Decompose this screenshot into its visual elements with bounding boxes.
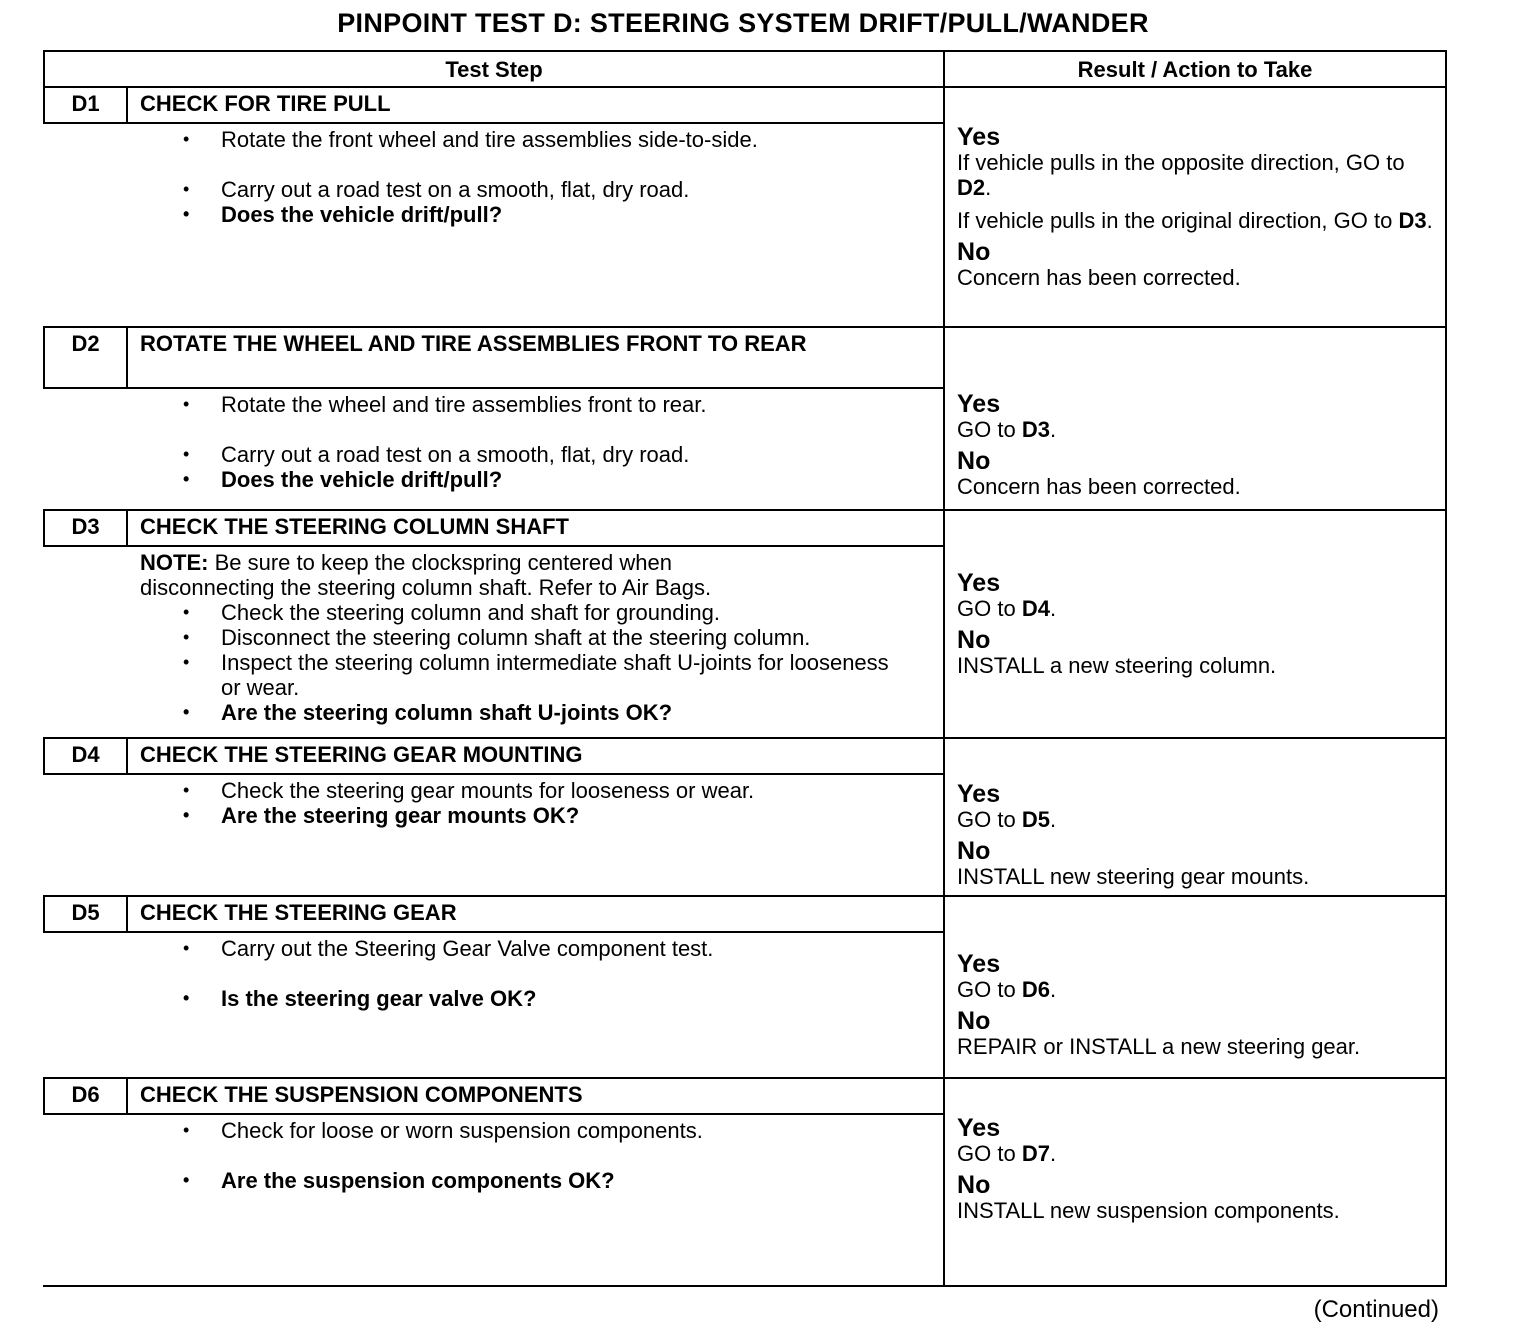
step-id: D5 [44, 896, 127, 932]
step-heading: CHECK THE SUSPENSION COMPONENTS [127, 1078, 944, 1114]
list-item: • Rotate the front wheel and tire assemblies side-to-side. [183, 127, 943, 152]
step-body [44, 1114, 944, 1286]
step-id: D3 [44, 510, 127, 546]
no-label: No [957, 446, 991, 475]
no-action: INSTALL new suspension components. [957, 1198, 1340, 1223]
no-label: No [957, 1007, 991, 1035]
yes-label: Yes [957, 569, 1001, 597]
yes-label: Yes [957, 123, 1001, 151]
header-result-action: Result / Action to Take [944, 51, 1446, 87]
list-item: • Check the steering gear mounts for looseness or wear. [183, 778, 943, 803]
step-body [44, 932, 944, 1078]
yes-action: GO to D6. [957, 977, 1057, 1002]
yes-action: GO to D7. [957, 1141, 1057, 1166]
list-item: • Check the steering column and shaft for grounding. [183, 600, 943, 625]
list-item: • Are the steering gear mounts OK? [183, 803, 943, 828]
no-label: No [957, 1171, 991, 1199]
list-item: • Are the suspension components OK? [183, 1168, 943, 1193]
no-action: Concern has been corrected. [957, 265, 1241, 290]
list-item: • Is the steering gear valve OK? [183, 986, 943, 1011]
list-item: • Inspect the steering column intermediate shaft U-joints for looseness or wear. [183, 650, 891, 700]
note-text: NOTE: Be sure to keep the clockspring centered when disconnecting the steering column shaft. Refer to Air Bags. [140, 550, 712, 600]
step-id: D2 [44, 327, 127, 388]
header-test-step: Test Step [44, 51, 944, 87]
step-body [44, 123, 944, 327]
list-item: • Are the steering column shaft U-joints OK? [183, 700, 943, 725]
step-row-d6-heading [44, 1078, 1446, 1114]
list-item: • Disconnect the steering column shaft at the steering column. [183, 625, 943, 650]
page-title: PINPOINT TEST D: STEERING SYSTEM DRIFT/PULL/WANDER [337, 8, 1149, 38]
yes-action: GO to D4. [957, 596, 1057, 621]
step-result [944, 510, 1446, 738]
step-result [944, 896, 1446, 1078]
no-action: INSTALL a new steering column. [957, 653, 1277, 678]
list-item: • Does the vehicle drift/pull? [183, 467, 943, 492]
step-heading: CHECK THE STEERING GEAR MOUNTING [127, 738, 944, 774]
yes-action: GO to D3. [957, 416, 1057, 442]
step-id: D4 [44, 738, 127, 774]
no-label: No [957, 238, 991, 266]
step-heading: CHECK THE STEERING COLUMN SHAFT [127, 510, 944, 546]
step-heading: CHECK THE STEERING GEAR [127, 896, 944, 932]
no-label: No [957, 837, 991, 865]
yes-label: Yes [957, 950, 1001, 978]
step-row-d5-heading [44, 896, 1446, 932]
no-action: Concern has been corrected. [957, 473, 1241, 499]
step-body [44, 546, 944, 738]
step-heading: CHECK FOR TIRE PULL [127, 87, 944, 123]
step-row-d4-heading [44, 738, 1446, 774]
step-heading: ROTATE THE WHEEL AND TIRE ASSEMBLIES FRONT TO REAR [127, 327, 944, 388]
step-body [44, 774, 944, 896]
yes-label: Yes [957, 389, 1001, 418]
step-row-d3-heading [44, 510, 1446, 546]
list-item: • Does the vehicle drift/pull? [183, 202, 943, 227]
step-result [944, 87, 1446, 327]
step-row-d2-heading [44, 327, 1446, 388]
step-result [944, 738, 1446, 896]
no-action: INSTALL new steering gear mounts. [957, 864, 1310, 889]
table-header-row [44, 51, 1446, 87]
list-item: • Carry out a road test on a smooth, flat, dry road. [183, 177, 943, 202]
list-item: • Rotate the wheel and tire assemblies front to rear. [183, 392, 943, 417]
list-item: • Carry out a road test on a smooth, flat, dry road. [183, 442, 943, 467]
step-row-d1-heading [44, 87, 1446, 123]
yes-action-alt: If vehicle pulls in the original direction, GO to D3. [957, 208, 1433, 233]
no-label: No [957, 626, 991, 654]
pinpoint-test-table [43, 50, 1447, 1287]
step-result [944, 327, 1446, 510]
yes-action: If vehicle pulls in the opposite direction, GO to D2. [957, 150, 1405, 200]
step-body [44, 388, 944, 510]
step-id: D1 [44, 87, 127, 123]
continued-label: (Continued) [1313, 1296, 1439, 1323]
step-id: D6 [44, 1078, 127, 1114]
yes-label: Yes [957, 1114, 1001, 1142]
yes-action: GO to D5. [957, 807, 1057, 832]
yes-label: Yes [957, 780, 1001, 808]
list-item: • Carry out the Steering Gear Valve component test. [183, 936, 943, 961]
step-result [944, 1078, 1446, 1286]
list-item: • Check for loose or worn suspension components. [183, 1118, 943, 1143]
no-action: REPAIR or INSTALL a new steering gear. [957, 1034, 1361, 1059]
